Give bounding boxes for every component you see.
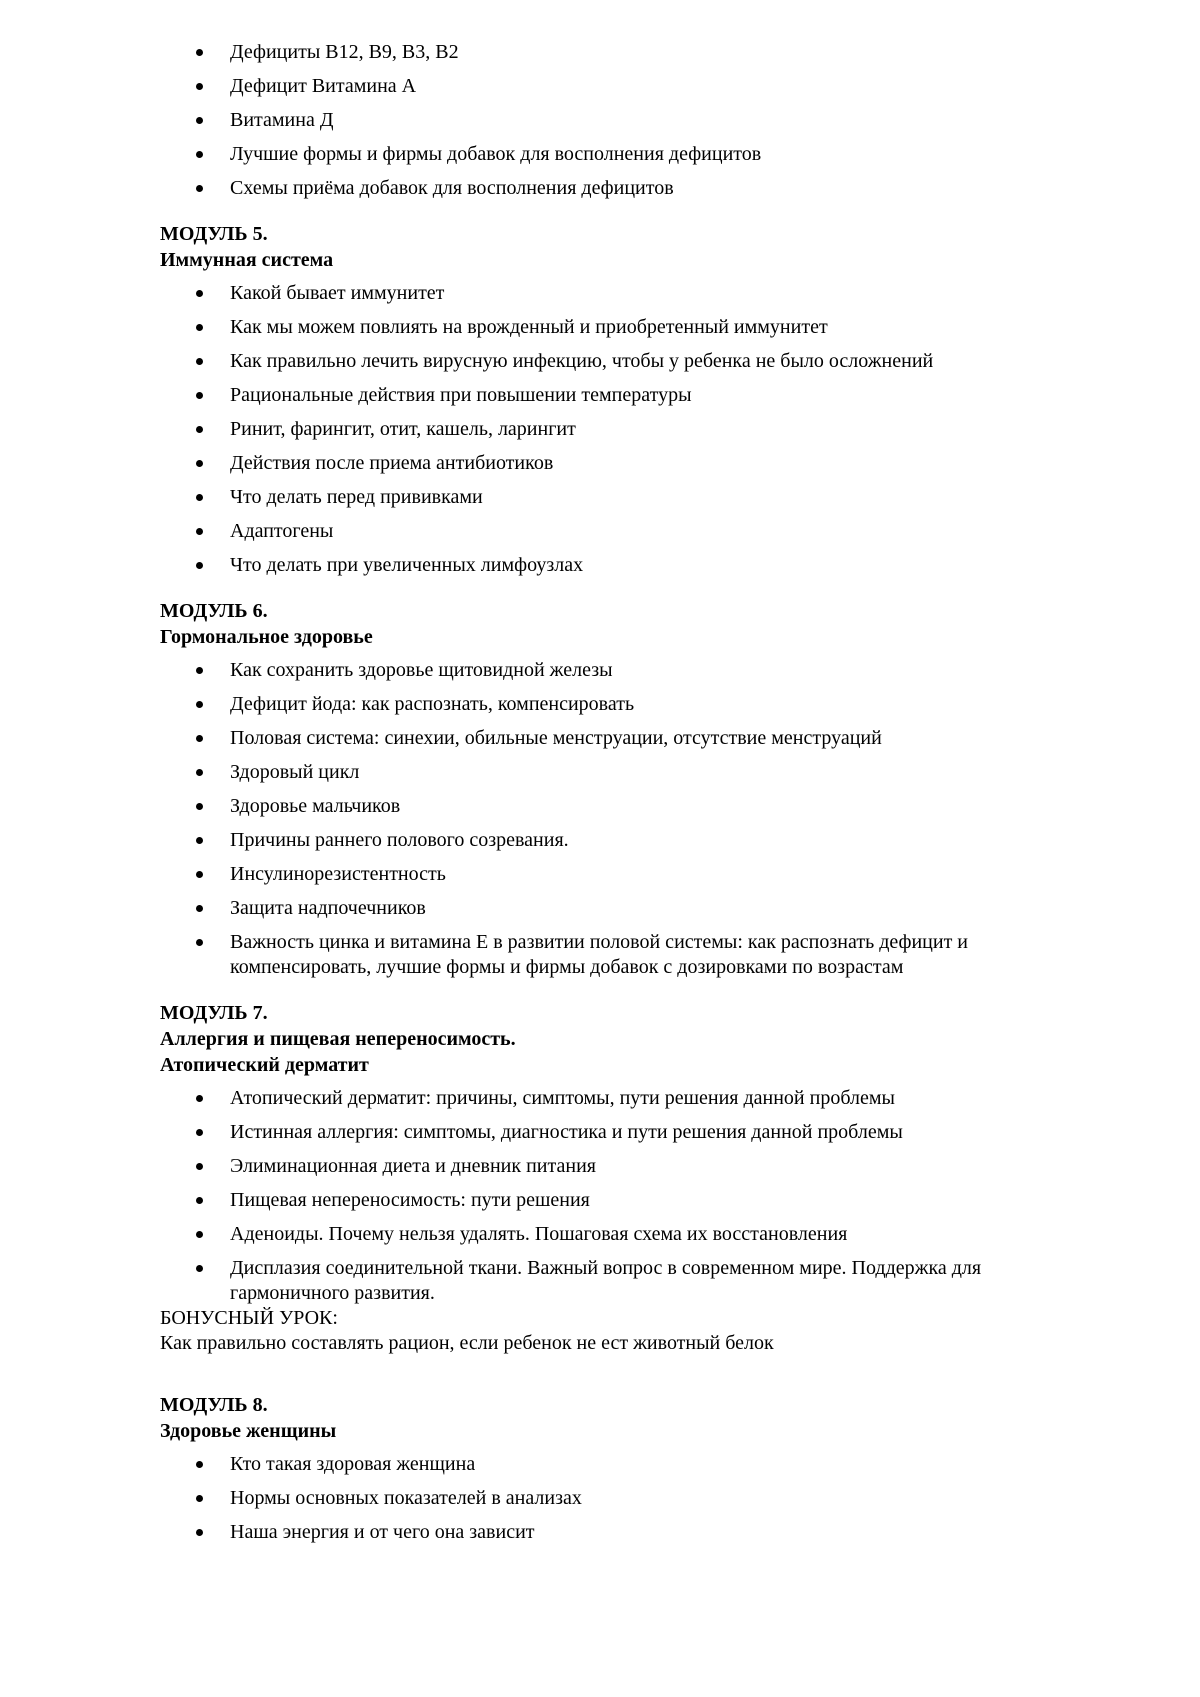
section-module6 — [160, 598, 1040, 980]
list-item: Рациональные действия при повышении температуры — [230, 383, 1040, 408]
module6-heading — [160, 598, 1040, 650]
list-item: Витамина Д — [230, 108, 1040, 133]
list-item: Адаптогены — [230, 519, 1040, 544]
list-item: Здоровье мальчиков — [230, 794, 1040, 819]
list-item: Как правильно лечить вирусную инфекцию, чтобы у ребенка не было осложнений — [230, 349, 1040, 374]
list-item: Дисплазия соединительной ткани. Важный вопрос в современном мире. Поддержка для гармоничного развития. — [230, 1256, 1040, 1306]
bonus-lesson-block — [160, 1306, 1040, 1356]
module7-subtitle: Аллергия и пищевая непереносимость. — [160, 1028, 516, 1050]
list-item: Аденоиды. Почему нельзя удалять. Пошаговая схема их восстановления — [230, 1222, 1040, 1247]
list-item: Схемы приёма добавок для восполнения дефицитов — [230, 176, 1040, 201]
module5-subtitle: Иммунная система — [160, 249, 334, 271]
module7-subtitle: Атопический дерматит — [160, 1054, 369, 1076]
module8-subtitle: Здоровье женщины — [160, 1420, 337, 1442]
list-item: Дефициты В12, В9, В3, В2 — [230, 40, 1040, 65]
module5-title: МОДУЛЬ 5. — [160, 223, 268, 245]
section-module8 — [160, 1392, 1040, 1545]
intro-list — [160, 40, 1040, 201]
list-item: Защита надпочечников — [230, 896, 1040, 921]
list-item: Наша энергия и от чего она зависит — [230, 1520, 1040, 1545]
module8-title: МОДУЛЬ 8. — [160, 1394, 268, 1416]
module6-list — [160, 658, 1040, 980]
list-item: Ринит, фарингит, отит, кашель, ларингит — [230, 417, 1040, 442]
list-item: Причины раннего полового созревания. — [230, 828, 1040, 853]
list-item: Что делать при увеличенных лимфоузлах — [230, 553, 1040, 578]
list-item: Инсулинорезистентность — [230, 862, 1040, 887]
list-item: Что делать перед прививками — [230, 485, 1040, 510]
list-item: Элиминационная диета и дневник питания — [230, 1154, 1040, 1179]
list-item: Как мы можем повлиять на врожденный и приобретенный иммунитет — [230, 315, 1040, 340]
module5-list — [160, 281, 1040, 578]
list-item: Какой бывает иммунитет — [230, 281, 1040, 306]
list-item: Здоровый цикл — [230, 760, 1040, 785]
module5-heading — [160, 221, 1040, 273]
list-item: Кто такая здоровая женщина — [230, 1452, 1040, 1477]
module7-title: МОДУЛЬ 7. — [160, 1002, 268, 1024]
list-item: Как сохранить здоровье щитовидной железы — [230, 658, 1040, 683]
module7-heading — [160, 1000, 1040, 1078]
bonus-lesson-title: БОНУСНЫЙ УРОК: — [160, 1307, 338, 1329]
list-item: Важность цинка и витамина Е в развитии половой системы: как распознать дефицит и компенсировать, лучшие формы и фирмы добавок с дозировками по возрастам — [230, 930, 1040, 980]
module6-subtitle: Гормональное здоровье — [160, 626, 373, 648]
module8-heading — [160, 1392, 1040, 1444]
list-item: Дефицит йода: как распознать, компенсировать — [230, 692, 1040, 717]
list-item: Атопический дерматит: причины, симптомы, пути решения данной проблемы — [230, 1086, 1040, 1111]
list-item: Половая система: синехии, обильные менструации, отсутствие менструаций — [230, 726, 1040, 751]
list-item: Дефицит Витамина А — [230, 74, 1040, 99]
list-item: Лучшие формы и фирмы добавок для восполнения дефицитов — [230, 142, 1040, 167]
section-module7 — [160, 1000, 1040, 1306]
list-item: Истинная аллергия: симптомы, диагностика и пути решения данной проблемы — [230, 1120, 1040, 1145]
module8-list — [160, 1452, 1040, 1545]
list-item: Действия после приема антибиотиков — [230, 451, 1040, 476]
bonus-lesson-text: Как правильно составлять рацион, если ребенок не ест животный белок — [160, 1332, 774, 1354]
module7-list — [160, 1086, 1040, 1306]
module6-title: МОДУЛЬ 6. — [160, 600, 268, 622]
list-item: Пищевая непереносимость: пути решения — [230, 1188, 1040, 1213]
section-module5 — [160, 221, 1040, 578]
list-item: Нормы основных показателей в анализах — [230, 1486, 1040, 1511]
